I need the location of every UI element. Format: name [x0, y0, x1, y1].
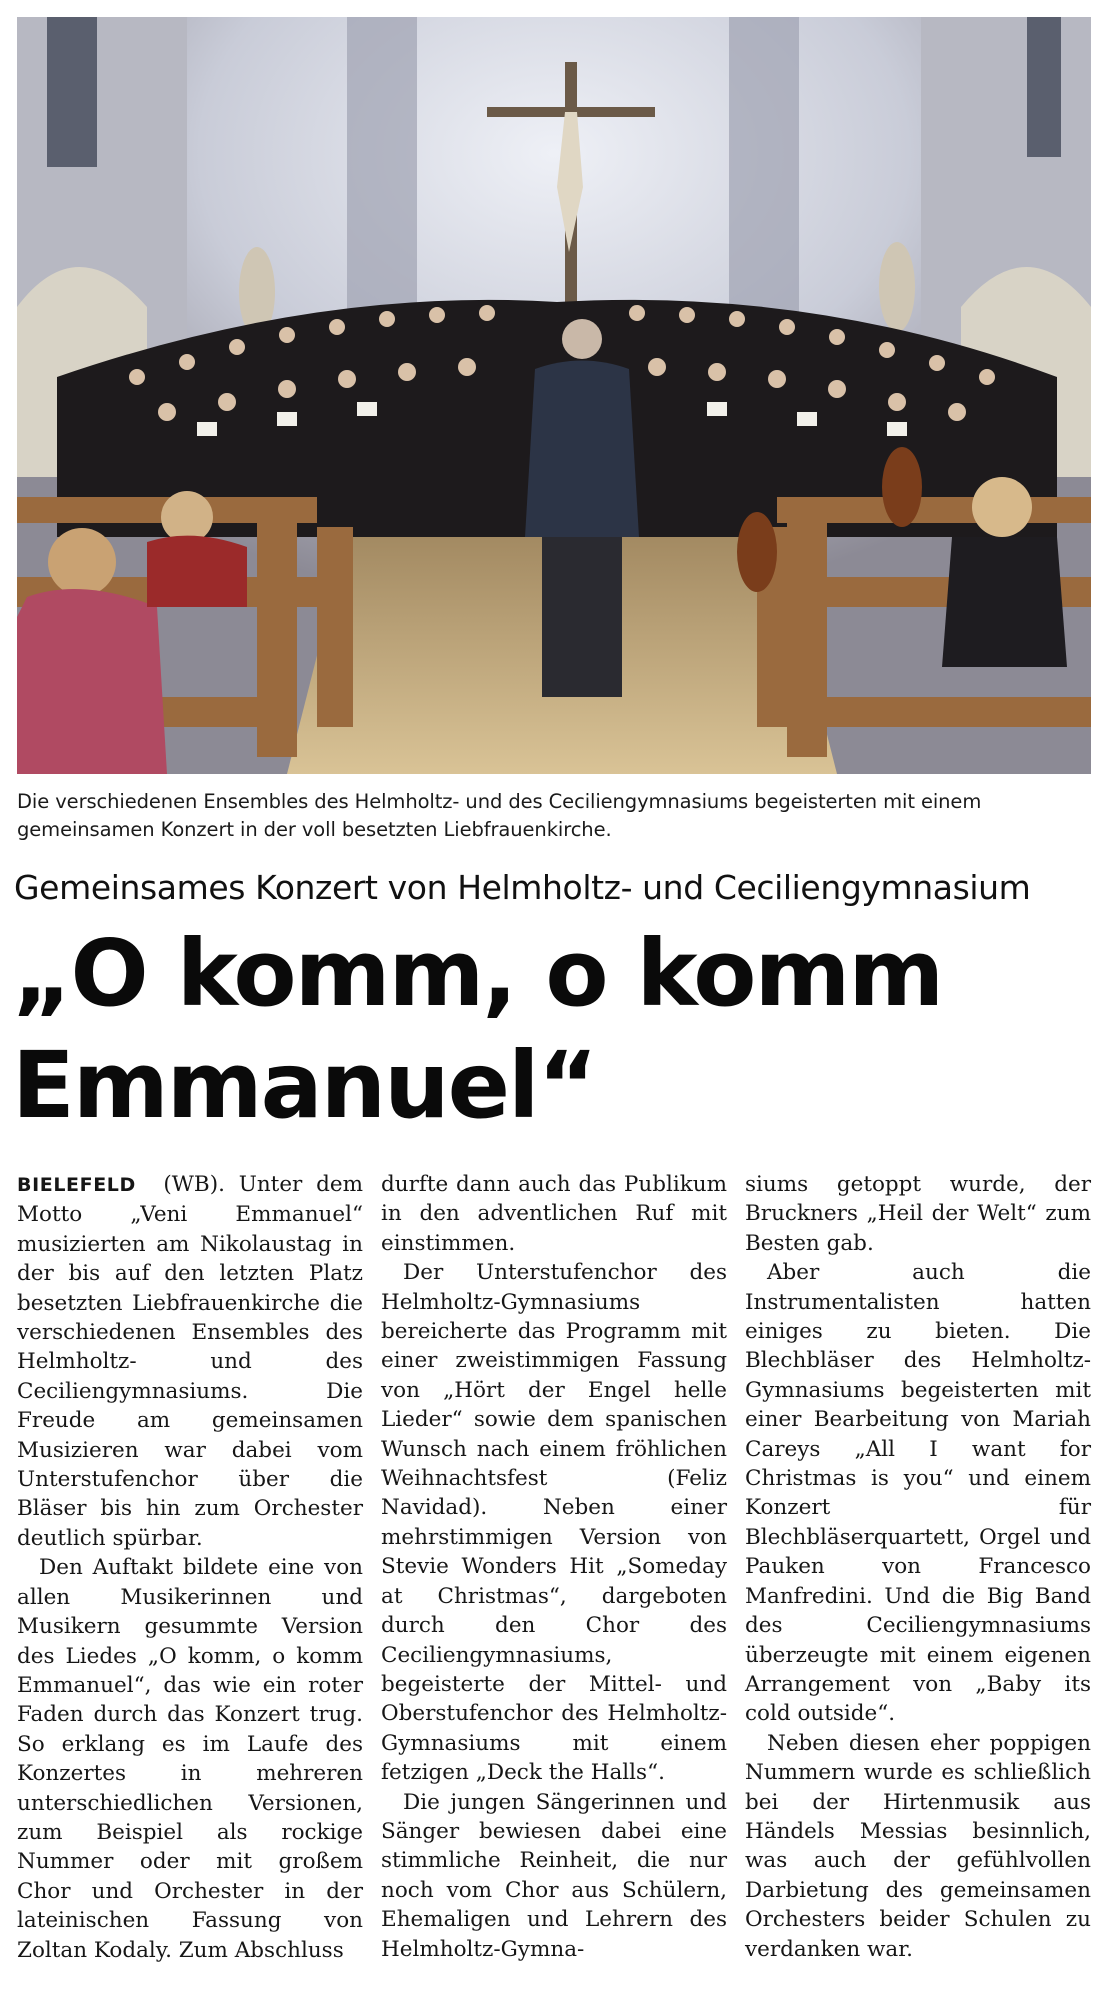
article-paragraph: Die jungen Sängerinnen und Sänger bewiesen dabei eine stimmliche Reinheit, die nur noch vom Chor aus Schülern, Ehemaligen und Lehrern des Helmholtz-Gymna- [381, 1789, 727, 1962]
dateline: BIELEFELD [17, 1174, 136, 1196]
concert-photo [17, 17, 1091, 774]
article-paragraph: durfte dann auch das Publikum in den adventlichen Ruf mit einstimmen. [381, 1172, 727, 1256]
church-concert-photo-icon [17, 17, 1091, 774]
paragraph-text: Unter dem Motto „Veni Emmanuel“ musizierten am Nikolaustag in der bis auf den letzten Platz besetzten Liebfrauenkirche die verschiedenen Ensembles des Helmholtz- und des Ceciliengymnasiums. Die Freude am gemeinsamen Musizieren war dabei vom Unterstufenchor über die Bläser bis hin zum Orchester deutlich spürbar. [17, 1172, 363, 1551]
article-paragraph: Neben diesen eher poppigen Nummern wurde es schließlich bei der Hirtenmusik aus Händels Messias besinnlich, was auch der gefühlvollen Darbietung des gemeinsamen Orchesters beider Schulen zu verdanken war. [745, 1730, 1091, 1962]
photo-caption: Die verschiedenen Ensembles des Helmholtz- und des Ceciliengymnasiums begeisterten mit einem gemeinsamen Konzert in der voll besetzten Liebfrauenkirche. [17, 790, 982, 841]
source-tag: (WB). [163, 1172, 225, 1197]
article-paragraph: siums getoppt wurde, der Bruckners „Heil der Welt“ zum Besten gab. [745, 1172, 1091, 1256]
article-paragraph: Aber auch die Instrumentalisten hatten einiges zu bieten. Die Blechbläser des Helmholtz-Gymnasiums begeisterten mit einer Bearbeitung von Mariah Careys „All I want for Christmas is you“ und einem Konzert für Blechbläserquartett, Orgel und Pauken von Francesco Manfredini. Und die Big Band des Ceciliengymnasiums überzeugte mit einem eigenen Arrangement von „Baby its cold outside“. [745, 1260, 1091, 1727]
article-kicker: Gemeinsames Konzert von Helmholtz- und Ceciliengymnasium [14, 868, 1031, 907]
article-paragraph: Der Unterstufenchor des Helmholtz-Gymnasiums bereicherte das Programm mit einer zweistimmigen Fassung von „Hört der Engel helle Lieder“ sowie dem spanischen Wunsch nach einem fröhlichen Weihnachtsfest (Feliz Navidad). Neben einer mehrstimmigen Version von Stevie Wonders Hit „Someday at Christmas“, dargeboten durch den Chor des Ceciliengymnasiums, begeisterte der Mittel- und Oberstufenchor des Helmholtz-Gymnasiums mit einem fetzigen „Deck the Halls“. [381, 1260, 727, 1786]
article-paragraph: Den Auftakt bildete eine von allen Musikerinnen und Musikern gesummte Version des Liedes „O komm, o komm Emmanuel“, das wie ein roter Faden durch das Konzert trug. So erklang es im Laufe des Konzertes in mehreren unterschiedlichen Versionen, zum Beispiel als rockige Nummer oder mit großem Chor und Orchester in der lateinischen Fassung von Zoltan Kodaly. Zum Abschluss [17, 1555, 363, 1963]
article-paragraph [17, 1170, 363, 1553]
article-column-1 [17, 1170, 363, 1965]
article-headline: „O komm, o komm Emmanuel“ [12, 920, 943, 1139]
article-column-2 [381, 1170, 727, 1964]
article-body [17, 1170, 1091, 1970]
article-column-3 [745, 1170, 1091, 1964]
